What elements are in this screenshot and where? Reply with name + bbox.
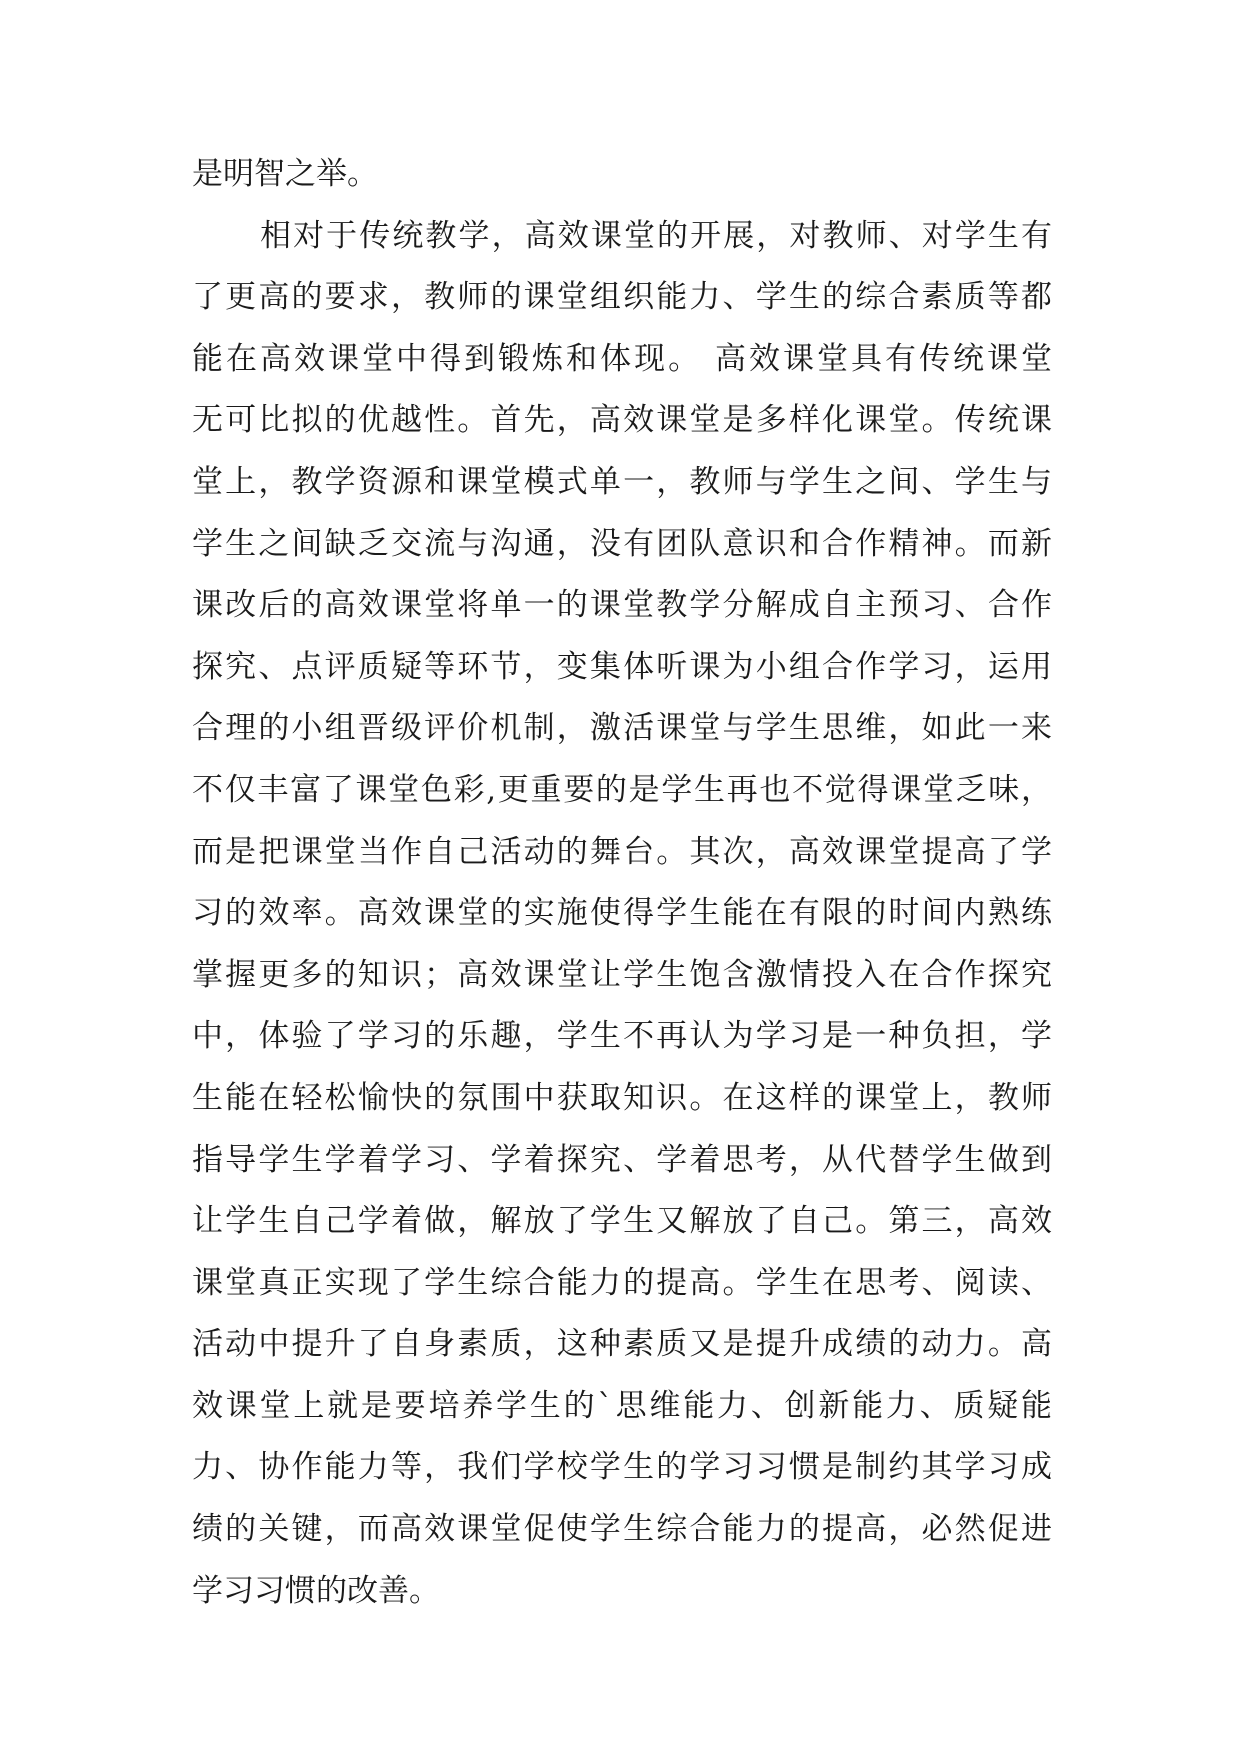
text-line: 能在高效课堂中得到锻炼和体现。 高效课堂具有传统课堂 bbox=[192, 340, 1052, 377]
text-line: 相对于传统教学，高效课堂的开展，对教师、对学生有 bbox=[260, 217, 1052, 254]
text-line: 让学生自己学着做，解放了学生又解放了自己。第三，高效 bbox=[192, 1203, 1052, 1240]
text-line: 课堂真正实现了学生综合能力的提高。学生在思考、阅读、 bbox=[192, 1264, 1052, 1301]
text-line: 力、协作能力等，我们学校学生的学习习惯是制约其学习成 bbox=[192, 1449, 1052, 1486]
text-line: 生能在轻松愉快的氛围中获取知识。在这样的课堂上，教师 bbox=[192, 1079, 1052, 1116]
text-line: 绩的关键，而高效课堂促使学生综合能力的提高，必然促进 bbox=[192, 1511, 1052, 1548]
text-line: 活动中提升了自身素质，这种素质又是提升成绩的动力。高 bbox=[192, 1326, 1052, 1363]
text-line: 是明智之举。 bbox=[192, 156, 378, 192]
text-line: 而是把课堂当作自己活动的舞台。其次，高效课堂提高了学 bbox=[192, 833, 1052, 870]
text-line: 探究、点评质疑等环节，变集体听课为小组合作学习，运用 bbox=[192, 648, 1052, 685]
text-line: 不仅丰富了课堂色彩,更重要的是学生再也不觉得课堂乏味， bbox=[192, 771, 1052, 808]
text-line: 学生之间缺乏交流与沟通，没有团队意识和合作精神。而新 bbox=[192, 525, 1052, 562]
text-line: 指导学生学着学习、学着探究、学着思考，从代替学生做到 bbox=[192, 1141, 1052, 1178]
text-line: 无可比拟的优越性。首先，高效课堂是多样化课堂。传统课 bbox=[192, 402, 1052, 439]
body-text bbox=[192, 154, 1052, 1632]
text-line: 了更高的要求，教师的课堂组织能力、学生的综合素质等都 bbox=[192, 279, 1052, 316]
text-line: 堂上，教学资源和课堂模式单一，教师与学生之间、学生与 bbox=[192, 463, 1052, 500]
text-line: 合理的小组晋级评价机制，激活课堂与学生思维，如此一来 bbox=[192, 710, 1052, 747]
text-line: 掌握更多的知识；高效课堂让学生饱含激情投入在合作探究 bbox=[192, 956, 1052, 993]
text-line: 课改后的高效课堂将单一的课堂教学分解成自主预习、合作 bbox=[192, 587, 1052, 624]
text-line: 效课堂上就是要培养学生的`思维能力、创新能力、质疑能 bbox=[192, 1387, 1052, 1424]
text-line: 习的效率。高效课堂的实施使得学生能在有限的时间内熟练 bbox=[192, 895, 1052, 932]
text-line: 中，体验了学习的乐趣，学生不再认为学习是一种负担，学 bbox=[192, 1018, 1052, 1055]
text-line: 学习习惯的改善。 bbox=[192, 1572, 440, 1609]
